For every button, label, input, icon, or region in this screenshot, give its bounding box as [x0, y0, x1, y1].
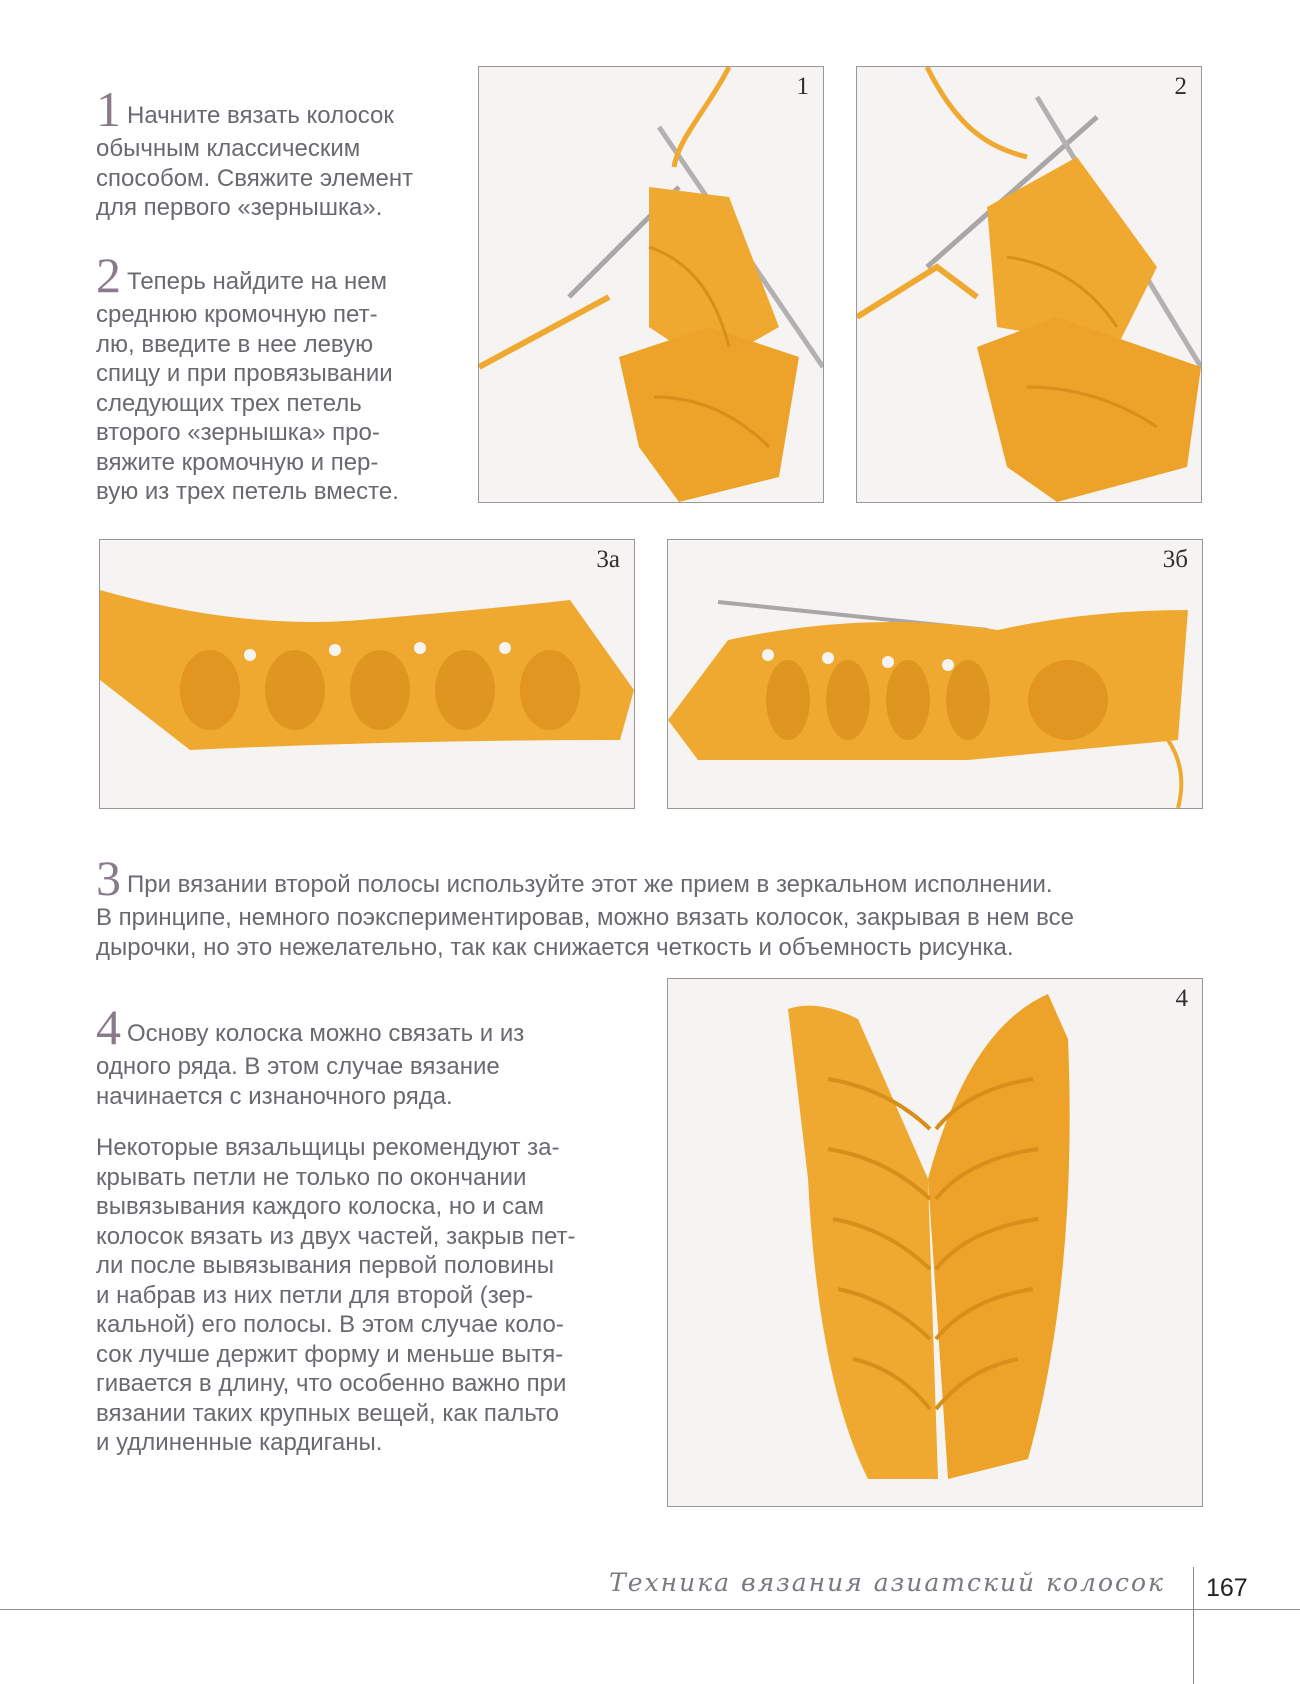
knitting-photo-4 — [668, 979, 1202, 1506]
step-3 — [96, 850, 1216, 962]
photo-step-2 — [856, 66, 1202, 503]
step-2 — [96, 247, 446, 507]
note-text: Некоторые вязальщицы рекомендуют за- крывать петли не только по окончании вывязывания каждого колоска, но и сам колосок вязать из двух частей, закрыв пет- ли после вывязывания первой половины и набрав из них петли для второй (зер- кальной) его полосы. В этом случае коло- сок лучше держит форму и меньше вытя- гивается в длину, что особенно важно при вязании таких крупных вещей, как пальто и удлиненные кардиганы. — [96, 1134, 576, 1456]
photo-label: 1 — [796, 73, 809, 100]
step-text: Теперь найдите на нем среднюю кромочную пет- лю, введите в нее левую спицу и при провязывании следующих трех петель второго «зернышка» про- вяжите кромочную и пер- вую из трех петель вместе. — [96, 268, 399, 505]
photo-label: 4 — [1175, 985, 1188, 1012]
step-text: Основу колоска можно связать и из одного ряда. В этом случае вязание начинается с изнаночного ряда. — [96, 1020, 525, 1110]
footer-divider-horizontal — [0, 1609, 1300, 1610]
footer-divider-vertical — [1193, 1567, 1194, 1684]
photo-label: 2 — [1174, 73, 1187, 100]
photo-label: 3б — [1162, 546, 1188, 573]
step-text: Начните вязать колосок обычным классическим способом. Свяжите элемент для первого «зернышка». — [96, 102, 414, 221]
photo-step-3a — [99, 539, 635, 809]
photo-label: 3а — [596, 546, 620, 573]
photo-step-4 — [667, 978, 1203, 1507]
knitting-photo-2 — [857, 67, 1201, 502]
step-number: 1 — [96, 81, 121, 137]
step-text: При вязании второй полосы используйте этот же прием в зеркальном исполнении. В принципе, немного поэкспериментировав, можно вязать колосок, закрывая в нем все дырочки, но это нежелательно, так как снижается четкость и объемность рисунка. — [96, 871, 1075, 961]
photo-step-3b — [667, 539, 1203, 809]
knitting-photo-1 — [479, 67, 823, 502]
photo-step-1 — [478, 66, 824, 503]
step-1 — [96, 81, 446, 223]
footer-chapter-title: Техника вязания азиатский колосок — [609, 1568, 1165, 1597]
step-4 — [96, 999, 656, 1111]
step-number: 2 — [96, 247, 121, 303]
page-number: 167 — [1206, 1574, 1248, 1602]
step-number: 3 — [96, 850, 121, 906]
step-number: 4 — [96, 999, 121, 1055]
note-paragraph — [96, 1133, 656, 1458]
knitting-photo-3a — [100, 540, 634, 808]
knitting-photo-3b — [668, 540, 1202, 808]
